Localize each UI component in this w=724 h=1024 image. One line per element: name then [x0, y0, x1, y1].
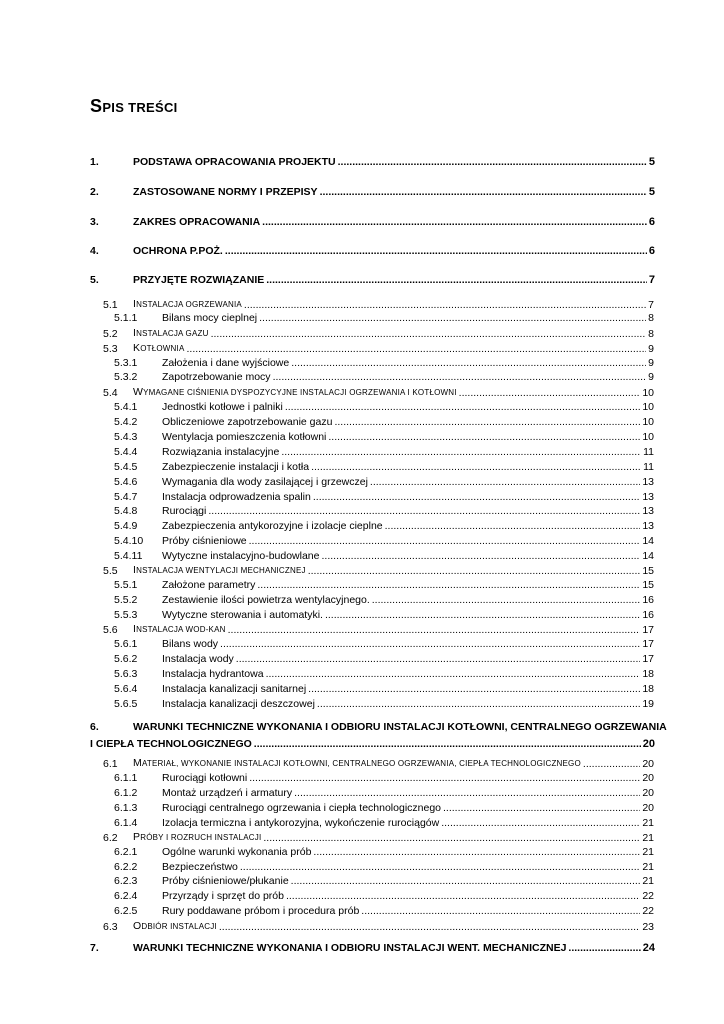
toc-entry-5-6-3[interactable]	[114, 667, 654, 681]
toc-entry-number: 5.4.4	[114, 446, 138, 458]
toc-entry-number: 5.5	[103, 565, 118, 577]
toc-entry-5-4[interactable]	[103, 385, 654, 400]
toc-leader-dots	[273, 370, 647, 384]
toc-entry-5-4-11[interactable]	[114, 549, 654, 563]
toc-entry-number: 6.2.4	[114, 890, 138, 902]
toc-entry-label	[133, 385, 457, 400]
toc-entry-label: Przyrządy i sprzęt do prób	[162, 890, 284, 902]
toc-entry-page: 20	[642, 772, 654, 784]
toc-entry-5-4-7[interactable]	[114, 490, 654, 504]
toc-entry-page: 5	[648, 156, 655, 168]
toc-entry-label: Rurociągi	[162, 505, 207, 517]
toc-entry-number: 5.3.2	[114, 371, 138, 383]
toc-entry-page: 8	[648, 328, 654, 340]
toc-entry-number: 6.1.4	[114, 817, 138, 829]
toc-leader-dots	[385, 519, 641, 533]
toc-entry-page: 21	[642, 817, 654, 829]
toc-entry-page: 23	[642, 921, 654, 933]
toc-entry-page: 22	[642, 905, 654, 917]
toc-entry-7[interactable]	[90, 942, 655, 955]
toc-entry-label: PODSTAWA OPRACOWANIA PROJEKTU	[133, 156, 336, 168]
toc-entry-page: 18	[642, 683, 654, 695]
toc-entry-page: 6	[648, 245, 655, 257]
toc-leader-dots	[361, 904, 640, 918]
toc-entry-page: 15	[642, 565, 654, 577]
toc-entry-label	[133, 326, 209, 341]
toc-leader-dots	[308, 564, 641, 578]
toc-leader-dots	[325, 608, 640, 622]
toc-entry-5-5[interactable]	[103, 563, 654, 578]
toc-entry-number: 5.4.6	[114, 476, 138, 488]
toc-entry-1[interactable]	[90, 156, 655, 169]
toc-leader-dots	[266, 667, 641, 681]
toc-entry-page: 17	[642, 638, 654, 650]
toc-entry-page: 10	[642, 387, 654, 399]
toc-entry-label: Jednostki kotłowe i palniki	[162, 401, 283, 413]
toc-entry-page: 5	[648, 186, 655, 198]
toc-entry-5-4-8[interactable]	[114, 504, 654, 518]
toc-entry-label: Zapotrzebowanie mocy	[162, 371, 271, 383]
toc-entry-label-rest: NSTALACJA OGRZEWANIA	[136, 300, 242, 309]
toc-entry-number: 6.2.5	[114, 905, 138, 917]
toc-entry-number: 5.3.1	[114, 357, 138, 369]
toc-entry-label-initial: I	[133, 623, 137, 635]
toc-entry-label-initial: I	[133, 298, 137, 310]
toc-entry-5-4-9[interactable]	[114, 519, 654, 533]
toc-entry-label-rest: DBIÓR INSTALACJI	[141, 922, 217, 931]
toc-leader-dots	[322, 549, 641, 563]
toc-leader-dots	[211, 327, 647, 341]
toc-entry-number: 6.2	[103, 832, 118, 844]
toc-entry-label: Rurociągi centralnego ogrzewania i ciepła technologicznego	[162, 802, 442, 814]
toc-leader-dots	[568, 942, 640, 955]
toc-entry-5-4-10[interactable]	[114, 534, 654, 548]
toc-entry-label: Instalacja odprowadzenia spalin	[162, 491, 311, 503]
toc-entry-6-2-1[interactable]	[114, 845, 654, 859]
toc-entry-number: 5.4.8	[114, 505, 138, 517]
toc-leader-dots	[228, 623, 641, 637]
toc-entry-label-initial: I	[133, 327, 137, 339]
toc-entry-4[interactable]	[90, 245, 655, 258]
toc-entry-number: 5.5.3	[114, 609, 138, 621]
toc-entry-label	[133, 622, 226, 637]
toc-entry-label: Rury poddawane próbom i procedura prób	[162, 905, 360, 917]
toc-entry-5-4-4[interactable]	[114, 445, 654, 459]
toc-entry-page: 20	[642, 787, 654, 799]
toc-entry-label: Bilans mocy cieplnej	[162, 312, 258, 324]
toc-entry-page: 9	[648, 371, 654, 383]
toc-entry-label-initial: M	[133, 757, 142, 769]
toc-entry-page: 17	[642, 653, 654, 665]
toc-entry-page: 7	[648, 299, 654, 311]
toc-entry-5-2[interactable]	[103, 326, 654, 341]
toc-entry-label: Ogólne warunki wykonania prób	[162, 846, 312, 858]
toc-entry-number: 5.6.1	[114, 638, 138, 650]
toc-entry-5-6-1[interactable]	[114, 637, 654, 651]
toc-entry-page: 10	[642, 401, 654, 413]
toc-entry-number: 5.6.5	[114, 698, 138, 710]
toc-entry-5-1-1[interactable]	[114, 311, 654, 325]
toc-leader-dots	[372, 593, 641, 607]
toc-entry-number: 6.2.1	[114, 846, 138, 858]
toc-entry-6-3[interactable]	[103, 919, 654, 934]
toc-entry-number: 6.1.2	[114, 787, 138, 799]
toc-entry-label-initial: P	[133, 831, 141, 843]
toc-entry-page: 7	[648, 274, 655, 286]
toc-entry-2[interactable]	[90, 186, 655, 199]
toc-entry-number: 5.5.1	[114, 579, 138, 591]
toc-entry-label: Wytyczne instalacyjno-budowlane	[162, 550, 320, 562]
toc-entry-label: Rozwiązania instalacyjne	[162, 446, 280, 458]
toc-entry-6-1-1[interactable]	[114, 771, 654, 785]
toc-entry-number: 5.4.3	[114, 431, 138, 443]
toc-entry-6-1-3[interactable]	[114, 801, 654, 815]
toc-entry-label-rest: ATERIAŁ, WYKONANIE INSTALACJI KOTŁOWNI, CENTRALNEGO OGRZEWANIA, CIEPŁA TECHNOLOGICZNEGO	[141, 759, 581, 768]
toc-entry-5-6[interactable]	[103, 622, 654, 637]
toc-title-initial: S	[90, 96, 103, 116]
toc-leader-dots	[259, 311, 646, 325]
toc-entry-number: 5.4.11	[114, 550, 143, 562]
toc-entry-label: Wentylacja pomieszczenia kotłowni	[162, 431, 327, 443]
toc-entry-label	[133, 341, 185, 356]
toc-entry-label: Zestawienie ilości powietrza wentylacyjnego.	[162, 594, 370, 606]
toc-entry-label: ZASTOSOWANE NORMY I PRZEPISY	[133, 186, 318, 198]
toc-entry-label: Próby ciśnieniowe	[162, 535, 247, 547]
toc-leader-dots	[313, 490, 640, 504]
toc-entry-label: Instalacja wody	[162, 653, 234, 665]
toc-leader-dots	[187, 342, 647, 356]
toc-leader-dots	[286, 889, 640, 903]
toc-entry-5-1[interactable]	[103, 297, 654, 312]
toc-leader-dots	[291, 874, 641, 888]
toc-entry-number: 6.1	[103, 758, 118, 770]
toc-leader-dots	[249, 534, 641, 548]
toc-entry-label: Próby ciśnieniowe/płukanie	[162, 875, 289, 887]
toc-entry-page: 13	[642, 520, 654, 532]
toc-title-rest-2: CI	[163, 100, 178, 115]
toc-entry-number: 5.4.2	[114, 416, 138, 428]
toc-entry-page: 22	[642, 890, 654, 902]
toc-entry-label: Rurociągi kotłowni	[162, 772, 248, 784]
toc-entry-5-5-2[interactable]	[114, 593, 654, 607]
toc-entry-page: 11	[643, 446, 654, 458]
toc-entry-number: 5.	[90, 274, 99, 286]
toc-entry-number: 6.1.3	[114, 802, 138, 814]
toc-entry-5-4-5[interactable]	[114, 460, 654, 474]
toc-entry-label-rest: NSTALACJA WOD-KAN	[136, 625, 226, 634]
toc-entry-5-4-1[interactable]	[114, 400, 654, 414]
toc-leader-dots	[244, 298, 646, 312]
toc-entry-label-rest: YMAGANE CIŚNIENIA DYSPOZYCYJNE INSTALACJI OGRZEWANIA I KOTŁOWNI	[143, 388, 457, 397]
toc-entry-page: 21	[642, 846, 654, 858]
toc-entry-page: 6	[648, 216, 655, 228]
toc-leader-dots	[249, 771, 640, 785]
toc-entry-page: 21	[642, 832, 654, 844]
toc-entry-number: 5.4.10	[114, 535, 144, 547]
toc-entry-label: Zabezpieczenie instalacji i kotła	[162, 461, 310, 473]
toc-entry-label: Instalacja hydrantowa	[162, 668, 264, 680]
toc-entry-page: 14	[642, 550, 654, 562]
toc-entry-number: 7.	[90, 942, 99, 954]
toc-leader-dots	[583, 757, 640, 771]
toc-entry-label-line-2: I CIEPŁA TECHNOLOGICZNEGO	[90, 738, 252, 750]
toc-entry-label: Montaż urządzeń i armatury	[162, 787, 293, 799]
toc-leader-dots	[443, 801, 640, 815]
toc-entry-label: Zabezpieczenia antykorozyjne i izolacje cieplne	[162, 520, 383, 532]
toc-entry-label-rest: NSTALACJA WENTYLACJI MECHANICZNEJ	[136, 566, 306, 575]
toc-leader-dots	[254, 737, 641, 751]
toc-entry-page: 16	[642, 594, 654, 606]
toc-entry-6-1[interactable]	[103, 756, 654, 771]
toc-leader-dots	[320, 186, 647, 199]
toc-leader-dots	[313, 845, 640, 859]
toc-leader-dots	[266, 274, 647, 287]
toc-entry-label-initial: K	[133, 342, 141, 354]
toc-entry-label: Założone parametry	[162, 579, 256, 591]
toc-entry-number: 5.4.7	[114, 491, 138, 503]
toc-entry-page: 10	[642, 431, 654, 443]
toc-entry-label: PRZYJĘTE ROZWIĄZANIE	[133, 274, 265, 286]
toc-entry-label: OCHRONA P.POŻ.	[133, 245, 223, 257]
toc-entry-page: 9	[648, 357, 654, 369]
toc-entry-page: 8	[648, 312, 654, 324]
toc-leader-dots	[317, 697, 640, 711]
toc-entry-label	[133, 297, 242, 312]
toc-entry-5-3-1[interactable]	[114, 356, 654, 370]
toc-leader-dots	[240, 860, 640, 874]
toc-entry-page: 10	[642, 416, 654, 428]
toc-leader-dots	[308, 682, 640, 696]
toc-leader-dots	[263, 831, 640, 845]
toc-entry-5-6-4[interactable]	[114, 682, 654, 696]
toc-entry-label	[133, 919, 217, 934]
toc-entry-number: 5.4.1	[114, 401, 138, 413]
toc-entry-label: Bilans wody	[162, 638, 219, 650]
toc-entry-number: 5.5.2	[114, 594, 138, 606]
toc-entry-5-5-3[interactable]	[114, 608, 654, 622]
toc-entry-label-line-1: WARUNKI TECHNICZNE WYKONANIA I ODBIORU INSTALACJI KOTŁOWNI, CENTRALNEGO OGRZEWANIA	[133, 721, 667, 733]
toc-entry-label: Instalacja kanalizacji sanitarnej	[162, 683, 307, 695]
toc-leader-dots	[441, 816, 640, 830]
toc-entry-chapter-6[interactable]	[90, 720, 667, 751]
toc-entry-label	[133, 756, 581, 771]
toc-title-s-letter: Ś	[154, 100, 164, 115]
toc-entry-5-4-3[interactable]	[114, 430, 654, 444]
toc-entry-6-2-2[interactable]	[114, 860, 654, 874]
toc-entry-page: 13	[642, 505, 654, 517]
toc-entry-page: 13	[642, 476, 654, 488]
toc-entry-number: 4.	[90, 245, 99, 257]
toc-entry-number: 5.1	[103, 299, 118, 311]
toc-entry-label-initial: O	[133, 920, 142, 932]
toc-entry-5[interactable]	[90, 274, 655, 287]
toc-entry-label	[133, 563, 306, 578]
toc-entry-page: 21	[642, 861, 654, 873]
toc-leader-dots	[334, 415, 640, 429]
toc-entry-5-4-2[interactable]	[114, 415, 654, 429]
toc-entry-label: Założenia i dane wyjściowe	[162, 357, 290, 369]
toc-leader-dots	[459, 386, 641, 400]
toc-entry-page: 13	[642, 491, 654, 503]
toc-entry-number: 6.2.3	[114, 875, 138, 887]
toc-entry-number: 5.6.3	[114, 668, 138, 680]
toc-entry-number: 5.4.5	[114, 461, 138, 473]
toc-entry-label-rest: RÓBY I ROZRUCH INSTALACJI	[140, 833, 262, 842]
toc-leader-dots	[338, 156, 647, 169]
toc-title	[90, 96, 178, 117]
toc-entry-page: 21	[642, 875, 654, 887]
toc-entry-label: Wytyczne sterowania i automatyki.	[162, 609, 323, 621]
toc-leader-dots	[262, 216, 647, 229]
toc-leader-dots	[311, 460, 641, 474]
toc-entry-label: Instalacja kanalizacji deszczowej	[162, 698, 315, 710]
toc-entry-number: 6.1.1	[114, 772, 138, 784]
toc-entry-page: 18	[642, 668, 654, 680]
toc-entry-number: 6.	[90, 721, 99, 733]
toc-entry-6-2-4[interactable]	[114, 889, 654, 903]
toc-title-rest-1: PIS TRE	[102, 100, 155, 115]
toc-entry-page: 15	[642, 579, 654, 591]
toc-entry-label-rest: OTŁOWNIA	[140, 344, 185, 353]
toc-entry-5-6-2[interactable]	[114, 652, 654, 666]
toc-entry-number: 2.	[90, 186, 99, 198]
toc-entry-6-1-4[interactable]	[114, 816, 654, 830]
toc-entry-number: 6.2.2	[114, 861, 138, 873]
toc-entry-number: 5.6.2	[114, 653, 138, 665]
toc-entry-page: 9	[648, 343, 654, 355]
toc-entry-page: 20	[642, 758, 654, 770]
toc-entry-6-2[interactable]	[103, 830, 654, 845]
toc-entry-page: 19	[642, 698, 654, 710]
toc-entry-label: Wymagania dla wody zasilającej i grzewczej	[162, 476, 368, 488]
toc-entry-5-4-6[interactable]	[114, 475, 654, 489]
toc-entry-number: 5.4.9	[114, 520, 138, 532]
toc-entry-number: 3.	[90, 216, 99, 228]
toc-entry-label	[133, 830, 261, 845]
toc-entry-5-6-5[interactable]	[114, 697, 654, 711]
toc-entry-label-rest: NSTALACJA GAZU	[136, 329, 209, 338]
toc-entry-label: Obliczeniowe zapotrzebowanie gazu	[162, 416, 333, 428]
toc-entry-number: 5.4	[103, 387, 118, 399]
toc-entry-page: 14	[642, 535, 654, 547]
toc-entry-number: 5.6	[103, 624, 118, 636]
toc-entry-number: 5.6.4	[114, 683, 138, 695]
toc-entry-number: 1.	[90, 156, 99, 168]
toc-entry-6-2-5[interactable]	[114, 904, 654, 918]
toc-entry-label: Bezpieczeństwo	[162, 861, 238, 873]
toc-leader-dots	[225, 245, 647, 258]
toc-leader-dots	[236, 652, 641, 666]
toc-leader-dots	[219, 920, 640, 934]
toc-leader-dots	[220, 637, 640, 651]
toc-entry-3[interactable]	[90, 216, 655, 229]
toc-leader-dots	[328, 430, 640, 444]
toc-leader-dots	[291, 356, 646, 370]
toc-entry-page: 16	[642, 609, 654, 621]
toc-entry-number: 5.2	[103, 328, 118, 340]
toc-leader-dots	[281, 445, 641, 459]
toc-entry-number: 6.3	[103, 921, 118, 933]
toc-leader-dots	[294, 786, 640, 800]
toc-entry-number: 5.3	[103, 343, 118, 355]
toc-entry-6-1-2[interactable]	[114, 786, 654, 800]
toc-leader-dots	[257, 578, 640, 592]
toc-entry-label-initial: W	[133, 386, 144, 398]
toc-entry-number: 5.1.1	[114, 312, 138, 324]
toc-entry-label-initial: I	[133, 564, 137, 576]
toc-entry-page: 20	[642, 738, 655, 750]
toc-entry-page: 11	[643, 461, 654, 473]
toc-entry-5-5-1[interactable]	[114, 578, 654, 592]
toc-entry-page: 20	[642, 802, 654, 814]
toc-entry-5-3[interactable]	[103, 341, 654, 356]
toc-leader-dots	[208, 504, 640, 518]
toc-entry-6-2-3[interactable]	[114, 874, 654, 888]
toc-entry-page: 17	[642, 624, 654, 636]
toc-entry-label: WARUNKI TECHNICZNE WYKONANIA I ODBIORU INSTALACJI WENT. MECHANICZNEJ	[133, 942, 567, 954]
toc-leader-dots	[285, 400, 641, 414]
toc-leader-dots	[370, 475, 640, 489]
toc-entry-label: Izolacja termiczna i antykorozyjna, wykończenie rurociągów	[162, 817, 440, 829]
toc-entry-label: ZAKRES OPRACOWANIA	[133, 216, 261, 228]
toc-entry-page: 24	[642, 942, 655, 954]
toc-entry-5-3-2[interactable]	[114, 370, 654, 384]
